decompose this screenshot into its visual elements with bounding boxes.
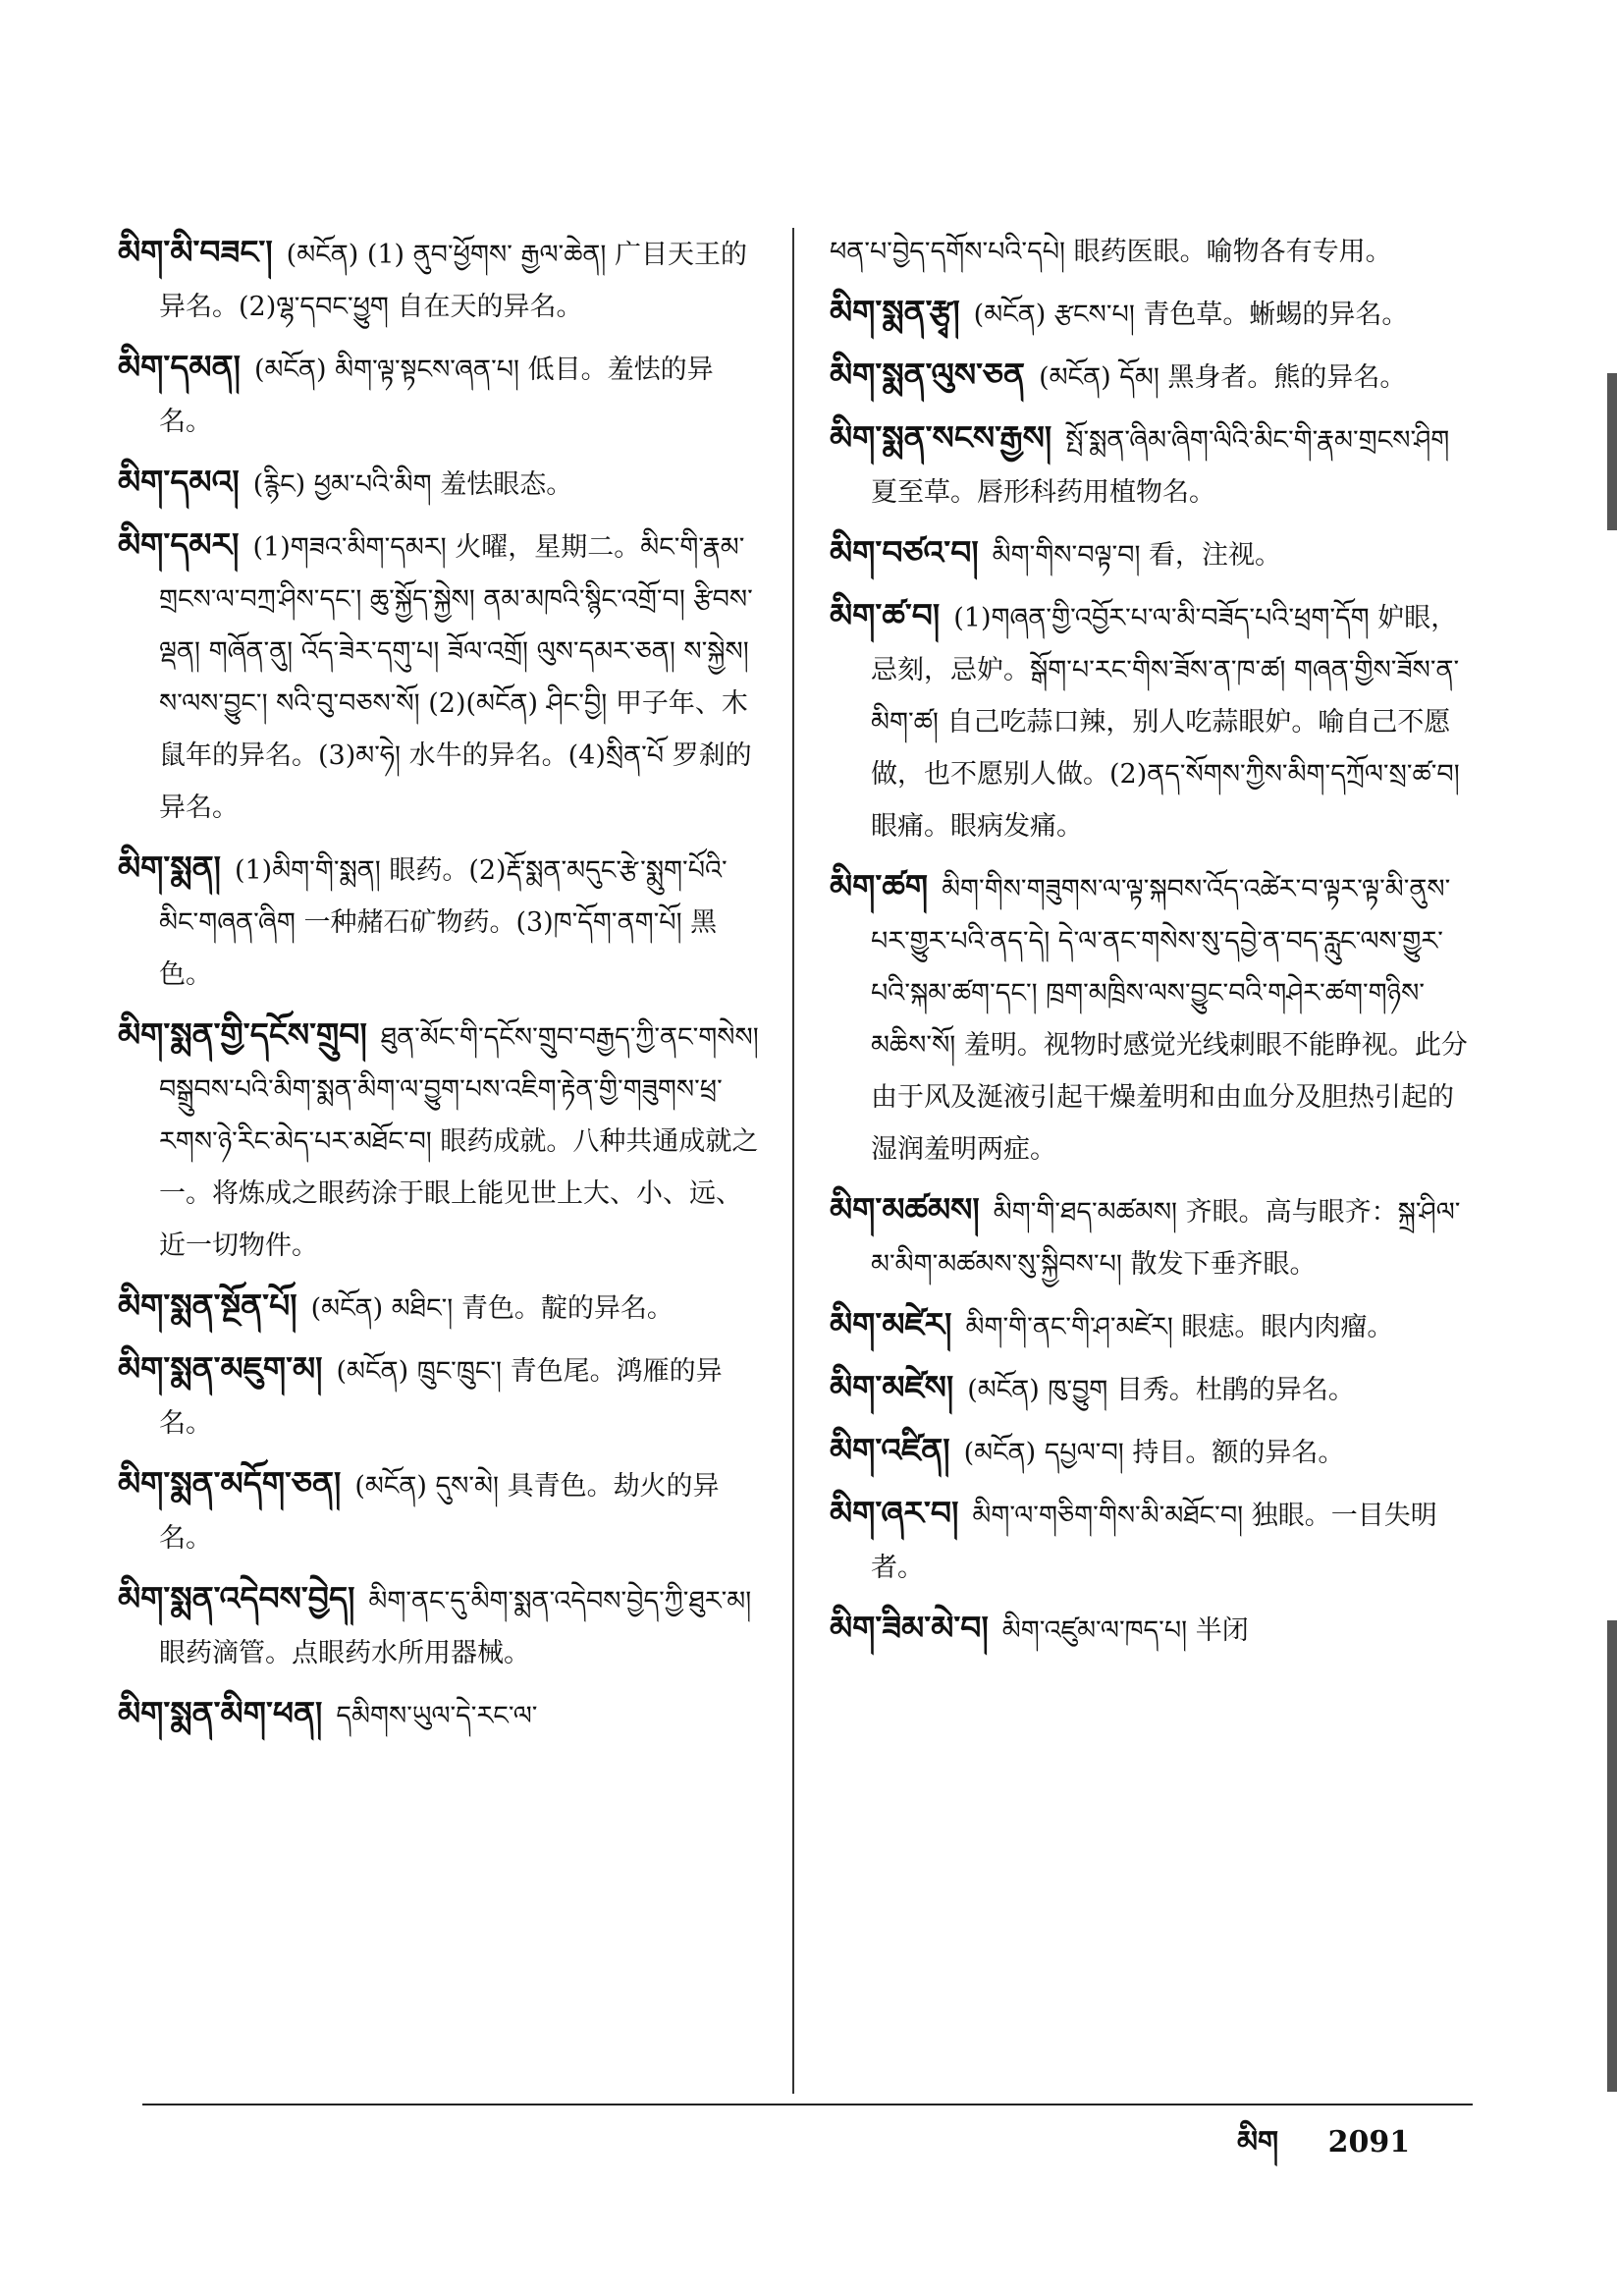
dictionary-entry <box>830 1487 1478 1594</box>
entry-definition: མིག་གི་ཐད་མཚམས། 齐眼。高与眼齐：སྐྲ་ཤིལ་མ་མིག་མཚམས་སུ་སྐྱིབས་པ། 散发下垂齐眼。 <box>871 1197 1461 1280</box>
entry-headword: མིག་ཞར་བ། <box>830 1494 959 1532</box>
entry-headword: མིག་སྨན་རྩྭ། <box>830 293 960 331</box>
dictionary-entry <box>118 1280 766 1335</box>
dictionary-entry <box>830 1298 1478 1353</box>
entry-definition: (མངོན) མིག་ལྟ་སྟངས་ཞན་པ། 低目。羞怯的异名。 <box>159 355 714 437</box>
right-column <box>830 226 1478 1665</box>
dictionary-entry <box>830 411 1478 519</box>
dictionary-entry <box>118 1572 766 1679</box>
column-divider <box>792 228 794 2094</box>
entry-headword: མིག་སྨན། <box>118 848 221 887</box>
entry-headword: མིག་སྨན་སངས་རྒྱས། <box>830 418 1052 457</box>
dictionary-entry <box>830 226 1478 278</box>
page-number: 2091 <box>1327 2125 1411 2159</box>
left-column <box>118 226 766 1750</box>
dictionary-entry <box>830 589 1478 852</box>
dictionary-entry <box>830 860 1478 1175</box>
dictionary-entry <box>118 1009 766 1272</box>
page-footer <box>1237 2109 1449 2192</box>
entry-definition: མིག་ནང་དུ་མིག་སྨན་འདེབས་བྱེད་ཀྱི་ཐུར་མ། 眼药滴管。点眼药水所用器械。 <box>159 1586 752 1668</box>
entry-definition: (རྙིང) ཕྱམ་པའི་མིག 羞怯眼态。 <box>252 469 573 500</box>
dictionary-entry <box>118 519 766 834</box>
entry-headword: མིག་དམན། <box>118 348 241 386</box>
entry-definition: སྤོ་སྨན་ཞིམ་ཞིག་ལིའི་མིང་གི་རྣམ་གྲངས་ཤིག 夏至草。唇形科药用植物名。 <box>871 425 1450 508</box>
entry-headword: མིག་སྨན་མདོག་ཅན། <box>118 1464 342 1503</box>
entry-headword: མིག་དམར། <box>118 525 240 564</box>
entry-headword: མིག་མི་བཟང་། <box>118 233 273 271</box>
dictionary-entry <box>830 526 1478 581</box>
entry-definition: (མངོན) དོམ། 黑身者。熊的异名。 <box>1039 362 1407 393</box>
dictionary-entry <box>118 842 766 1001</box>
entry-headword: མིག་སྨན་འདེབས་བྱེད། <box>118 1579 355 1617</box>
entry-definition: མིག་གིས་གཟུགས་ལ་ལྟ་སྐབས་འོད་འཚེར་བ་ལྟར་ལྟ་མི་ནུས་པར་གྱུར་པའི་ནད་དེ། དེ་ལ་ནང་གསེས་སུ་དབྱེ་ན་བད་རླུང་ལས་གྱུར་པའི་སྐམ་ཚག་དང་། ཁྲག་མཁྲིས་ལས་བྱུང་བའི་གཤེར་ཚག་གཉིས་མཆིས་སོ། 羞明。视物时感觉光线刺眼不能睁视。此分由于风及涎液引起干燥羞明和由血分及胆热引起的湿润羞明两症。 <box>871 874 1468 1165</box>
dictionary-entry <box>118 1687 766 1742</box>
entry-definition: (མངོན) ཁུ་བྱུག 目秀。杜鹃的异名。 <box>967 1375 1355 1405</box>
dictionary-entry <box>118 1457 766 1564</box>
edge-mark <box>1607 1620 1617 2092</box>
entry-definition: (མངོན) མཐིང་། 青色。靛的异名。 <box>310 1293 674 1324</box>
entry-headword: མིག་སྨན་ལུས་ཅན <box>830 355 1026 394</box>
entry-definition: མིག་འཛུམ་ལ་ཁད་པ། 半闭 <box>1001 1615 1249 1646</box>
dictionary-entry <box>830 349 1478 404</box>
entry-headword: མིག་སྨན་མིག་ཕན། <box>118 1694 323 1732</box>
entry-headword: མིག་མཛེར། <box>830 1305 952 1343</box>
entry-definition: (མངོན) ཁྲུང་ཁྲུང་། 青色尾。鸿雁的异名。 <box>159 1356 723 1439</box>
entry-definition: (1)གཟའ་མིག་དམར། 火曜，星期二。མིང་གི་རྣམ་གྲངས་ལ་བཀྲ་ཤིས་དང་། ཆུ་སྐྱོད་སྐྱེས། ནམ་མཁའི་སྙིང་འགྲོ་བ། རྩིབས་ལྡན། གཞོན་ནུ། འོད་ཟེར་དགུ་པ། ཟོལ་འགྲོ། ལུས་དམར་ཅན། ས་སྐྱེས། ས་ལས་བྱུང་། སའི་བུ་བཅས་སོ། (2)(མངོན) ཤིང་བྱི། 甲子年、木鼠年的异名。(3)མ་ཧེ། 水牛的异名。(4)སྲིན་པོ 罗刹的异名。 <box>159 532 753 823</box>
entry-definition: མིག་གི་ནང་གི་ཤ་མཛེར། 眼痣。眼内肉瘤。 <box>965 1312 1394 1342</box>
entry-definition: (1)གཞན་གྱི་འབྱོར་པ་ལ་མི་བཟོད་པའི་ཕྲག་དོག 妒眼，忌刻，忌妒。སྒོག་པ་རང་གིས་ཟོས་ན་ཁ་ཚ། གཞན་གྱིས་ཟོས་ན་མིག་ཚ། 自己吃蒜口辣，别人吃蒜眼妒。喻自己不愿做，也不愿别人做。(2)ནད་སོགས་ཀྱིས་མིག་དཀྲོལ་སྲ་ཚ་བ། 眼痛。眼病发痛。 <box>871 603 1460 842</box>
entry-definition: ཐུན་མོང་གི་དངོས་གྲུབ་བརྒྱད་ཀྱི་ནང་གསེས། བསྒྲུབས་པའི་མིག་སྨན་མིག་ལ་བྱུག་པས་འཇིག་རྟེན་གྱི་གཟུགས་ཕྲ་རགས་ཉེ་རིང་མེད་པར་མཐོང་བ། 眼药成就。八种共通成就之一。将炼成之眼药涂于眼上能见世上大、小、远、近一切物件。 <box>159 1022 759 1261</box>
entry-definition: (མངོན) རྩངས་པ། 青色草。蜥蜴的异名。 <box>973 300 1409 330</box>
entry-definition: མིག་གིས་བལྟ་བ། 看，注视。 <box>992 540 1282 571</box>
entry-definition: (མངོན) དཔྱལ་བ། 持目。额的异名。 <box>963 1438 1345 1468</box>
entry-headword: མིག་སྨན་གྱི་དངོས་གྲུབ། <box>118 1015 367 1054</box>
entry-headword: མིག་འཛིན། <box>830 1431 950 1469</box>
entry-definition: ཕན་པ་བྱེད་དགོས་པའི་དཔེ། 眼药医眼。喻物各有专用。 <box>830 237 1392 267</box>
entry-definition: དམིགས་ཡུལ་དེ་རང་ལ་ <box>336 1701 538 1731</box>
entry-definition: མིག་ལ་གཅིག་གིས་མི་མཐོང་བ། 独眼。一目失明者。 <box>871 1501 1437 1583</box>
dictionary-entry <box>830 1361 1478 1416</box>
entry-headword: མིག་བཙའ་བ། <box>830 533 979 572</box>
dictionary-entry <box>118 226 766 333</box>
entry-headword: མིག་མཛེས། <box>830 1368 954 1406</box>
entry-definition: (མངོན) (1) ནུབ་ཕྱོགས་ རྒྱལ་ཆེན། 广目天王的异名。(2)ལྷ་དབང་ཕྱུག 自在天的异名。 <box>159 240 748 322</box>
entry-definition: (1)མིག་གི་སྨན། 眼药。(2)རྡོ་སྨན་མདུང་རྩེ་སྨུག་པོའི་མིང་གཞན་ཞིག 一种赭石矿物药。(3)ཁ་དོག་ནག་པོ། 黑色。 <box>159 855 728 990</box>
dictionary-entry <box>830 1602 1478 1657</box>
dictionary-entry <box>830 286 1478 341</box>
entry-headword: མིག་ཟིམ་མེ་བ། <box>830 1609 989 1647</box>
entry-headword: མིག་ཚག <box>830 867 929 905</box>
entry-headword: མིག་སྨན་མཇུག་མ། <box>118 1349 323 1388</box>
entry-headword: མིག་མཚམས། <box>830 1190 980 1229</box>
section-label: མིག <box>1237 2125 1279 2159</box>
entry-definition: (མངོན) དུས་མེ། 具青色。劫火的异名。 <box>159 1471 720 1554</box>
dictionary-entry <box>830 1424 1478 1479</box>
entry-headword: མིག་སྨན་སྔོན་པོ། <box>118 1286 297 1325</box>
dictionary-entry <box>118 1342 766 1449</box>
dictionary-entry <box>830 1183 1478 1290</box>
edge-mark <box>1607 373 1617 530</box>
footer-rule <box>142 2104 1473 2105</box>
dictionary-entry <box>118 341 766 448</box>
dictionary-entry <box>118 456 766 511</box>
entry-headword: མིག་ཚ་བ། <box>830 596 941 634</box>
entry-headword: མིག་དམའ། <box>118 463 240 501</box>
